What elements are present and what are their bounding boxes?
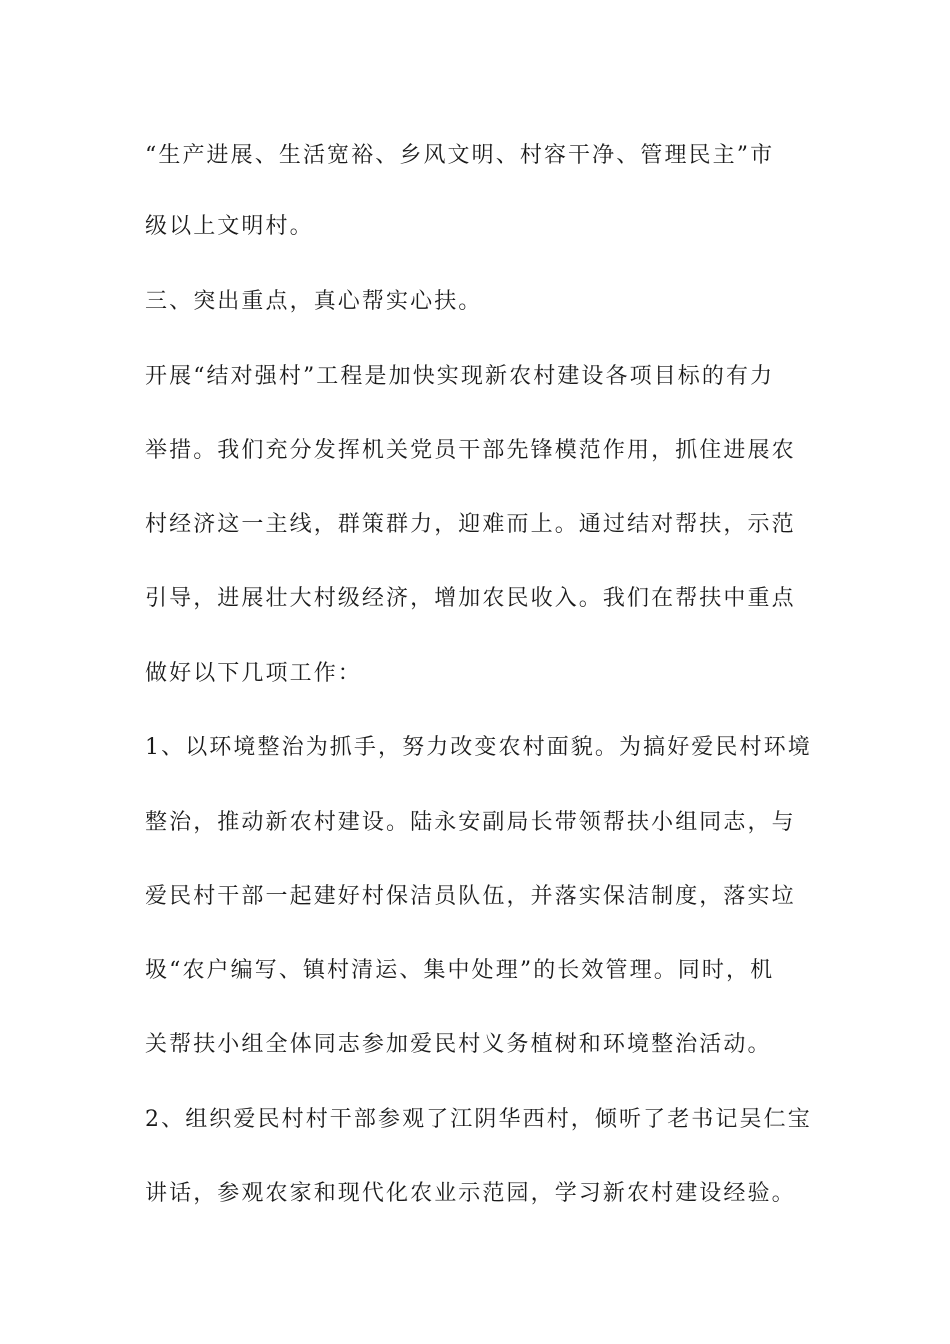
text-line: 做好以下几项工作： — [145, 661, 362, 686]
text-line: “生产进展、生活宽裕、乡风文明、村容干净、管理民主”市 — [145, 143, 775, 168]
text-line: 举措。我们充分发挥机关党员干部先锋模范作用，抓住进展农 — [145, 438, 796, 463]
text-line: 1、以环境整治为抓手，努力改变农村面貌。为搞好爱民村环境 — [145, 735, 812, 760]
text-line: 讲话，参观农家和现代化农业示范园，学习新农村建设经验。 — [145, 1181, 796, 1206]
text-line: 开展“结对强村”工程是加快实现新农村建设各项目标的有力 — [145, 364, 775, 389]
text-line: 引导，进展壮大村级经济，增加农民收入。我们在帮扶中重点 — [145, 586, 796, 611]
text-line: 爱民村干部一起建好村保洁员队伍，并落实保洁制度，落实垃 — [145, 884, 796, 909]
text-line: 关帮扶小组全体同志参加爱民村义务植树和环境整治活动。 — [145, 1032, 772, 1057]
text-line: 级以上文明村。 — [145, 214, 314, 239]
text-line: 整治，推动新农村建设。陆永安副局长带领帮扶小组同志，与 — [145, 810, 796, 835]
text-line: 2、组织爱民村村干部参观了江阴华西村，倾听了老书记吴仁宝 — [145, 1107, 812, 1132]
section-heading: 三、突出重点，真心帮实心扶。 — [145, 289, 483, 314]
text-line: 村经济这一主线，群策群力，迎难而上。通过结对帮扶，示范 — [145, 512, 796, 537]
text-line: 圾“农户编写、镇村清运、集中处理”的长效管理。同时，机 — [145, 958, 775, 983]
